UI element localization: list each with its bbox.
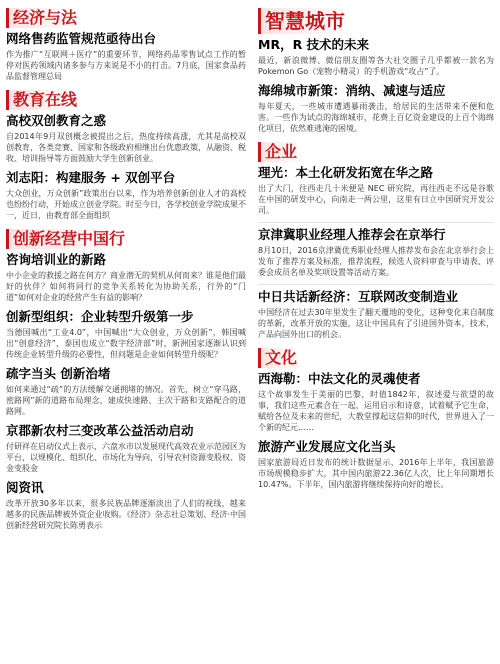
article-title[interactable]: 刘志阳：构建服务 + 双创平台 [6,170,176,185]
article-title[interactable]: 疏字当头 创新治堵 [6,366,111,381]
article-title[interactable]: 西海勒：中法文化的灵魂使者 [258,371,421,386]
article[interactable] [258,439,494,490]
article[interactable] [6,480,246,531]
article[interactable] [258,37,494,77]
article[interactable] [258,83,494,134]
article-title[interactable]: 高校双创教育之惑 [6,113,107,128]
article-title[interactable]: 京郡新农村三变改革公益活动启动 [6,423,194,438]
section-culture[interactable]: 文化 [258,348,303,368]
article[interactable] [258,227,494,278]
section-enterprise[interactable]: 企业 [258,142,303,162]
article-summary: 出了大门，往西走几十米便是 NEC 研究院，再往西走不远是谷歌在中国的研发中心，向南走一两公里，这里有日立中国研究开发公司。 [258,184,494,215]
section-economy-law[interactable]: 经济与法 [6,8,83,28]
article-summary: 改革开放30多年以来，很多民族品牌逐渐淡出了人们的视线，越来越多的民族品牌被外资企业收购。《经济》杂志社总策划、经济·中国创新经营研究院长陈勇表示 [6,499,246,530]
article-title[interactable]: 海绵城市新策：消纳、减速与适应 [258,83,446,98]
divider [258,222,494,223]
article-title[interactable]: 理光：本土化研发拓宽在华之路 [258,165,434,180]
article[interactable] [6,113,246,164]
article[interactable] [6,170,246,221]
article-summary: 作为推广“互联网＋医疗”的重要环节，网络药品零售试点工作的暂停对医药领域内诸多参与方来说是不小的打击。7月底，国家食品药品监督管理总局 [6,50,246,81]
article-summary: 这个故事发生于美丽的巴黎，时值1842年，叙述爱与欲望的故事，我们这些元素合在一起，运用启示和诗意，试着赋予它生命，赋给各位及未来的世纪，大教堂撑起这信仰的时代，世界进入了一个新的纪元…… [258,390,494,432]
article-summary: 国家旅游局近日发布的统计数据显示，2016年上半年，我国旅游市场规模稳步扩大，其中国内旅游22.36亿人次，比上年同期增长10.47%。下半年，国内旅游将继续保持向好的增长。 [258,458,494,489]
article-summary: 大众创业，万众创新”政策出台以来，作为培养创新创业人才的高校也纷纷行动，开始成立创业学院。时至今日，各学校创业学院成果不一，近日，由教育部全面组织 [6,189,246,220]
article-summary: 最近，新浪微博、微信朋友圈等各大社交圈子几乎都被一款名为Pokemon Go（宠物小精灵）的手机游戏“攻占”了。 [258,56,494,76]
article[interactable] [6,366,246,417]
article-summary: 8月10日，2016京津冀优秀职业经理人推荐发布会在北京举行会上发布了推荐方案及标准，推荐流程，候选人资料审查与申请表、评委会成员名单及奖项设置等活动方案。 [258,246,494,277]
article-title[interactable]: 阅资讯 [6,480,44,495]
article[interactable] [258,289,494,340]
article-summary: 如何来通过“疏”的方法缓解交通拥堵的情况。首先，树立“穿马路，密路网”新的道路布局理念，建成快速路、主次干路和支路配合的道路网。 [6,385,246,416]
article-title[interactable]: 咨询培训业的新路 [6,252,107,267]
section-smart-city[interactable]: 智慧城市 [258,8,351,34]
article-summary: 自2014年9月双创概念被提出之后，热度持续高涨，尤其是高校双创教育，各类竞赛、国家和各级政府相继出台优惠政策，从融资、税收、培训指导等方面鼓励大学生创新创业。 [6,132,246,163]
article-summary: 中小企业的救援之路在何方？商业潜无的契机从何而来？谁是他们最好的伙伴？如何将同行的竞争关系转化为协助关系，行外的“门道”如何对企业的经营产生有益的影响？ [6,271,246,302]
section-education-online[interactable]: 教育在线 [6,90,83,110]
article[interactable] [258,371,494,433]
article-title[interactable]: 京津冀职业经理人推荐会在京举行 [258,227,446,242]
article-title[interactable]: 旅游产业发展应文化当头 [258,439,396,454]
right-column [258,6,494,496]
article[interactable] [6,252,246,303]
left-column [6,6,246,537]
article-summary: 当德国喊出“工业4.0”，中国喊出“大众创业，万众创新”，韩国喊出“创意经济”，泰国也成立“数字经济部”时，新洲国家逐渐认识到传统企业转型升级的必要性，但问题是企业如何转型升级呢？ [6,328,246,359]
article[interactable] [6,31,246,82]
article-title[interactable]: 中日共话新经济：互联网改变制造业 [258,289,459,304]
article[interactable] [6,309,246,360]
article[interactable] [258,165,494,216]
divider [258,284,494,285]
article-summary: 付研祥在启动仪式上表示，六盘水市以发展现代高效农业示范园区为平台，以规模化、组织化、市场化为导向，引导农村资源变股权、资金变股金 [6,442,246,473]
article-summary: 每年夏天，一些城市遭遇暴雨袭击，给居民的生活带来不便和危害。一些作为试点的海绵城市，花费上百亿资金建设的上百个海绵化项目，依然难逃淹的困境。 [258,102,494,133]
article-title[interactable]: MR，R 技术的未来 [258,37,370,52]
article-title[interactable]: 创新型组织：企业转型升级第一步 [6,309,194,324]
article[interactable] [6,423,246,474]
section-innovation-china-tour[interactable]: 创新经营中国行 [6,229,131,249]
article-summary: 中国经济在过去30年里发生了翻天覆地的变化，这种变化来自制度的革新，改革开放的实施，这让中国具有了引进国外资本，技术，产品向国外出口的机会。 [258,308,494,339]
article-title[interactable]: 网络售药监管规范亟待出台 [6,31,157,46]
